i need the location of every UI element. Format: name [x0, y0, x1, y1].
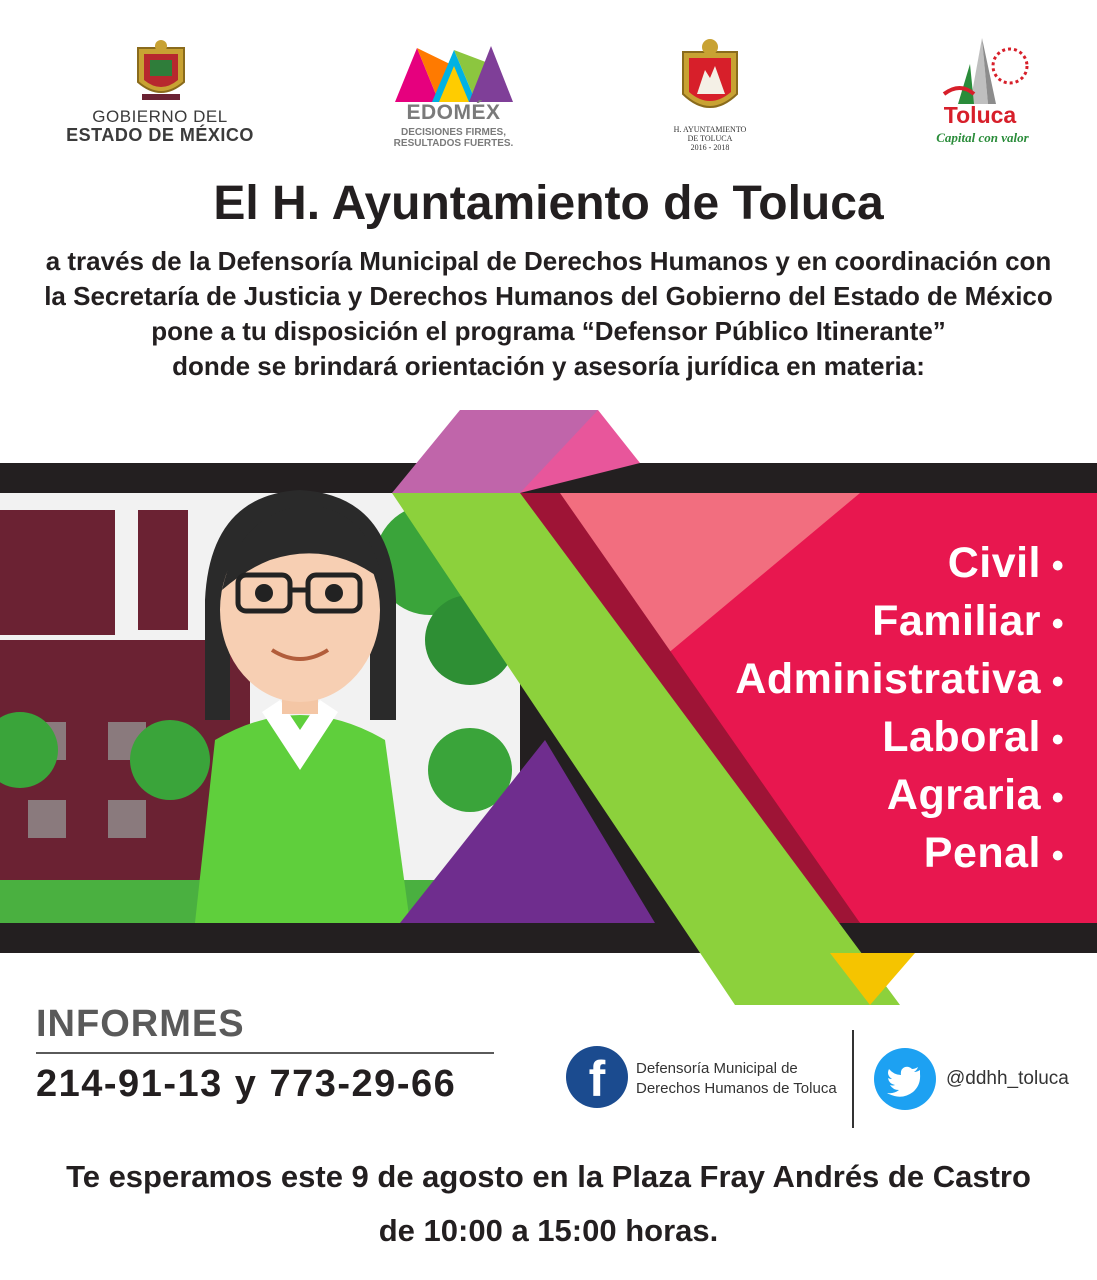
page-title: El H. Ayuntamiento de Toluca	[213, 177, 884, 230]
bullet-icon: •	[1051, 663, 1065, 701]
ayuntamiento-text	[660, 125, 760, 152]
event-place: Te esperamos este 9 de agosto en la Plaza Fray Andrés de Castro	[66, 1159, 1031, 1194]
tree	[130, 720, 210, 800]
matter-item	[735, 652, 1075, 710]
bullet-icon: •	[1051, 837, 1065, 875]
phone-numbers[interactable]: 214-91-13 y 773-29-66	[36, 1063, 457, 1105]
bullet-icon: •	[1051, 721, 1065, 759]
facebook-line1: Defensoría Municipal de	[636, 1060, 798, 1077]
matter-item	[735, 594, 1075, 652]
facebook-page-name[interactable]	[636, 1059, 837, 1099]
intro-line: la Secretaría de Justicia y Derechos Humanos del Gobierno del Estado de México	[44, 281, 1053, 311]
ayuntamiento-line3: 2016 - 2018	[690, 143, 730, 152]
gobierno-line1: GOBIERNO DEL	[92, 107, 228, 126]
twitter-icon[interactable]	[874, 1048, 936, 1110]
event-details	[0, 1150, 1097, 1258]
matter-label: Familiar	[872, 597, 1041, 645]
matter-label: Civil	[947, 539, 1041, 587]
intro-line: a través de la Defensoría Municipal de Derechos Humanos y en coordinación con	[45, 246, 1052, 276]
coat-of-arms-icon	[132, 38, 190, 104]
building-left-top	[0, 510, 115, 635]
edomex-wordmark: EDOMÉX	[406, 101, 501, 124]
intro-line: pone a tu disposición el programa “Defensor Público Itinerante”	[151, 316, 946, 346]
window	[108, 800, 146, 838]
toluca-slogan: Capital con valor	[936, 130, 1029, 145]
informes-label: INFORMES	[36, 1003, 245, 1045]
bullet-icon: •	[1051, 605, 1065, 643]
matter-item	[735, 826, 1075, 884]
window	[28, 800, 66, 838]
edomex-slogan-line1: DECISIONES FIRMES,	[400, 127, 506, 138]
matter-label: Administrativa	[735, 655, 1041, 703]
event-time: de 10:00 a 15:00 horas.	[378, 1213, 719, 1248]
edomex-logo-mark	[395, 36, 513, 102]
edomex-slogan	[386, 127, 521, 149]
matter-label: Agraria	[886, 771, 1041, 819]
facebook-line2: Derechos Humanos de Toluca	[636, 1080, 837, 1097]
matter-item	[735, 710, 1075, 768]
ayuntamiento-line2: DE TOLUCA	[687, 134, 733, 143]
toluca-logo-mark	[940, 36, 1030, 106]
intro-text	[0, 244, 1097, 384]
matter-item	[735, 768, 1075, 826]
bullet-icon: •	[1051, 779, 1065, 817]
legal-matters-list	[735, 536, 1075, 884]
eye	[255, 584, 273, 602]
social-divider	[852, 1030, 854, 1128]
edomex-slogan-line2: RESULTADOS FUERTES.	[393, 138, 514, 149]
twitter-handle[interactable]: @ddhh_toluca	[946, 1068, 1069, 1089]
gobierno-line2: ESTADO DE MÉXICO	[66, 124, 254, 145]
toluca-wordmark: Toluca	[943, 102, 1017, 128]
eye	[325, 584, 343, 602]
informes-divider	[36, 1052, 494, 1054]
bullet-icon: •	[1051, 547, 1065, 585]
matter-label: Laboral	[882, 713, 1041, 761]
building-top	[138, 510, 188, 630]
ayuntamiento-shield-icon	[679, 38, 741, 120]
matter-label: Penal	[923, 829, 1041, 877]
facebook-icon[interactable]: f	[566, 1046, 628, 1108]
ayuntamiento-line1: H. AYUNTAMIENTO	[673, 125, 747, 134]
intro-line: donde se brindará orientación y asesoría jurídica en materia:	[172, 351, 925, 381]
gobierno-logo-text	[40, 108, 280, 145]
matter-item	[735, 536, 1075, 594]
